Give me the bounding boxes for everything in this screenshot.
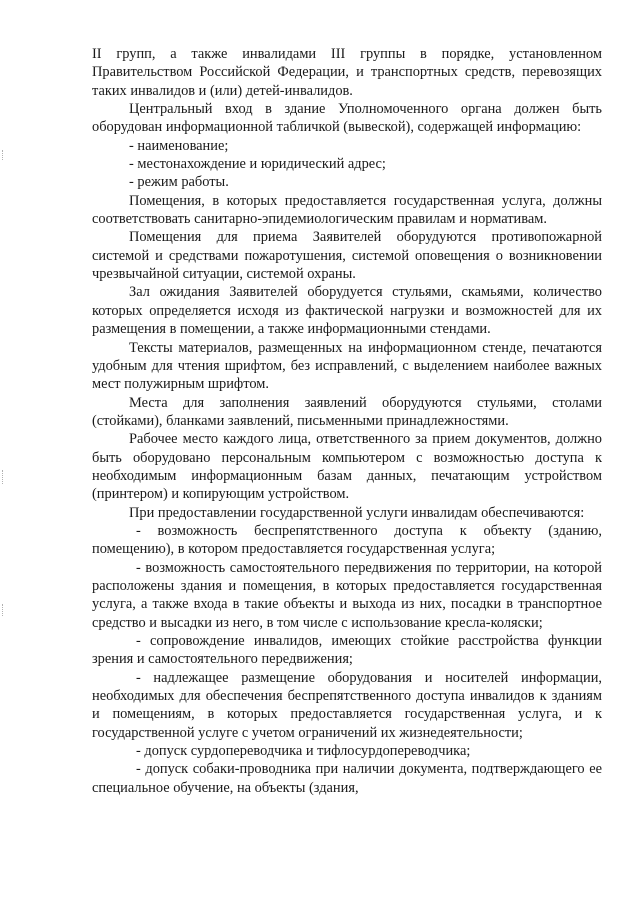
list-item: - сопровождение инвалидов, имеющих стойкие расстройства функции зрения и самостоятельного передвижения; <box>92 633 602 668</box>
list-item: - возможность самостоятельного передвижения по территории, на которой расположены здания и помещения, в которых предоставляется государственная услуга, а также входа в такие объекты и выхода из них, посадки в транспортное средство и высадки из него, в том числе с использование кресла-коляски; <box>92 559 602 631</box>
paragraph: II групп, а также инвалидами III группы в порядке, установленном Правительством Российской Федерации, и транспортных средств, перевозящих таких инвалидов и (или) детей-инвалидов. <box>92 46 602 99</box>
paragraph: Зал ожидания Заявителей оборудуется стульями, скамьями, количество которых определяется исходя из фактической нагрузки и возможностей для их размещения в помещении, а также информационными стендами. <box>92 284 602 338</box>
paragraph: Рабочее место каждого лица, ответственного за прием документов, должно быть оборудовано персональным компьютером с возможностью доступа к необходимым информационным базам данных, печатающим устройством (принтером) и копирующим устройством. <box>92 431 602 503</box>
paragraph: Помещения для приема Заявителей оборудуются противопожарной системой и средствами пожаротушения, системой оповещения о возникновении чрезвычайной ситуации, системой охраны. <box>92 229 602 283</box>
list-item: - наименование; <box>129 137 229 154</box>
paragraph: Места для заполнения заявлений оборудуются стульями, столами (стойками), бланками заявлений, письменными принадлежностями. <box>92 394 602 429</box>
list-item: - местонахождение и юридический адрес; <box>129 156 386 173</box>
list-item: - допуск сурдопереводчика и тифлосурдопереводчика; <box>136 743 471 760</box>
paragraph: Тексты материалов, размещенных на информационном стенде, печатаются удобным для чтения шрифтом, без исправлений, с выделением наиболее важных мест полужирным шрифтом. <box>92 339 602 393</box>
list-item: - режим работы. <box>129 174 229 191</box>
scan-margin-mark <box>2 470 6 484</box>
scan-margin-mark <box>2 150 6 160</box>
list-item: - надлежащее размещение оборудования и носителей информации, необходимых для обеспечения беспрепятственного доступа инвалидов к зданиям и помещениям, в которых предоставляется государственная услуга, и к государственной услуге с учетом ограничений их жизнедеятельности; <box>92 669 602 741</box>
scan-margin-mark <box>2 604 6 616</box>
list-item: - допуск собаки-проводника при наличии документа, подтверждающего ее специальное обучение, на объекты (здания, <box>92 761 602 796</box>
paragraph: Центральный вход в здание Уполномоченного органа должен быть оборудован информационной табличкой (вывеской), содержащей информацию: <box>92 101 602 136</box>
paragraph: При предоставлении государственной услуги инвалидам обеспечиваются: <box>129 504 585 521</box>
list-item: - возможность беспрепятственного доступа к объекту (зданию, помещению), в котором предоставляется государственная услуга; <box>92 522 602 558</box>
document-body <box>92 45 602 797</box>
paragraph: Помещения, в которых предоставляется государственная услуга, должны соответствовать санитарно-эпидемиологическим правилам и нормативам. <box>92 192 602 228</box>
